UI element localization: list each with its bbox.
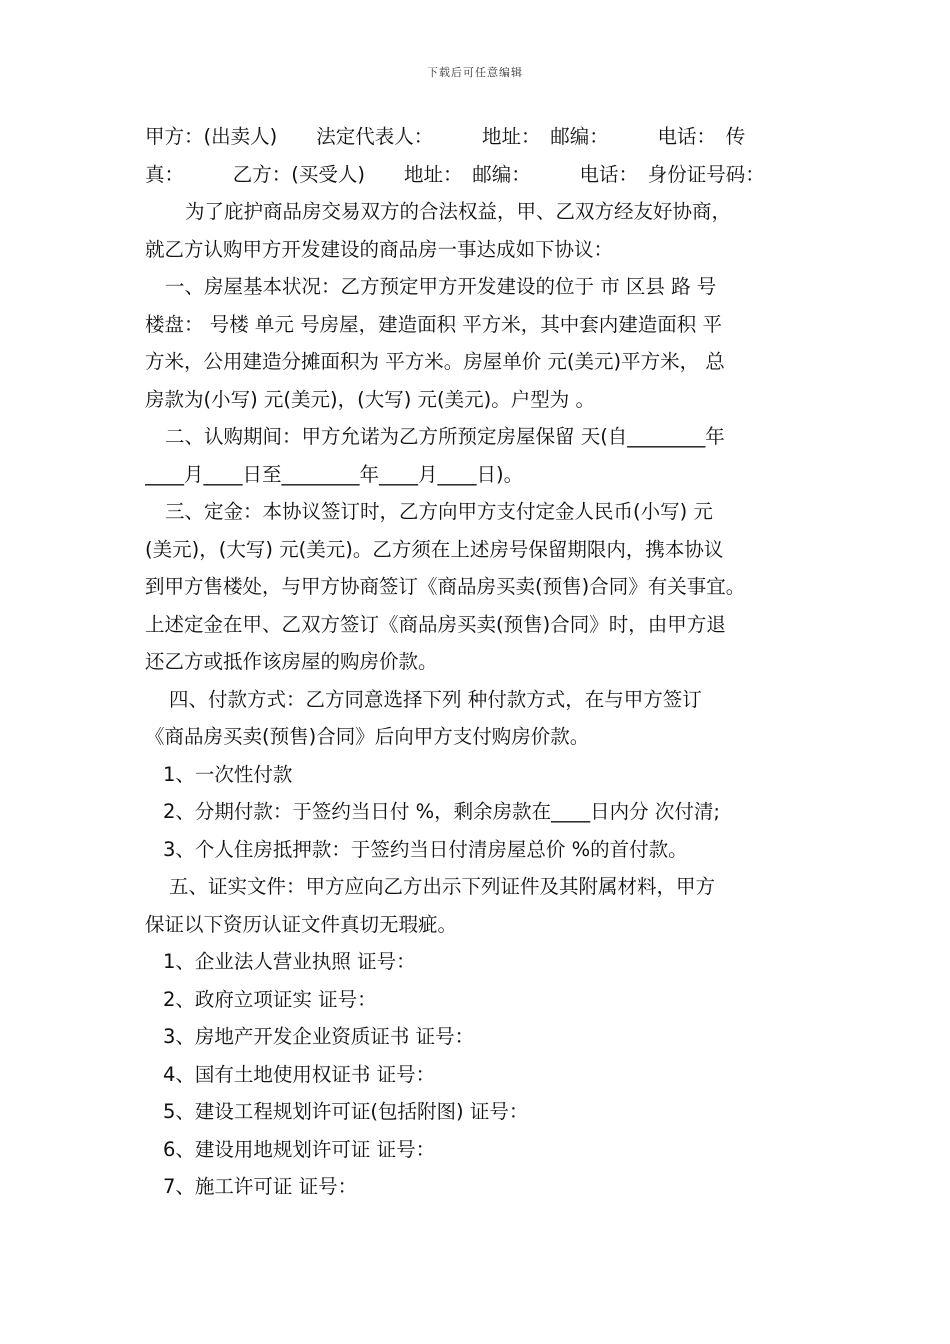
text-line: 3、个人住房抵押款：于签约当日付清房屋总价 %的首付款。 <box>163 837 688 861</box>
text-line: (美元)，(大写) 元(美元)。乙方须在上述房号保留期限内，携本协议 <box>145 537 724 561</box>
text-line: 五、证实文件：甲方应向乙方出示下列证件及其附属材料，甲方 <box>169 875 716 898</box>
text-line: 三、定金：本协议签订时，乙方向甲方支付定金人民币(小写) 元 <box>165 500 713 523</box>
text-line: 还乙方或抵作该房屋的购房价款。 <box>145 650 438 673</box>
text-line: 楼盘： 号楼 单元 号房屋，建造面积 平方米，其中套内建造面积 平 <box>145 312 722 336</box>
text-line: 甲方：(出卖人) 法定代表人： 地址： 邮编： 电话： 传 <box>145 125 746 148</box>
text-line: 到甲方售楼处，与甲方协商签订《商品房买卖(预售)合同》有关事宜。 <box>145 575 746 598</box>
text-line: 就乙方认购甲方开发建设的商品房一事达成如下协议： <box>145 237 614 261</box>
text-line: 房款为(小写) 元(美元)，(大写) 元(美元)。户型为 。 <box>145 387 595 411</box>
text-line: 3、房地产开发企业资质证书 证号： <box>163 1025 475 1048</box>
text-line: 1、一次性付款 <box>163 762 293 786</box>
text-line: 为了庇护商品房交易双方的合法权益，甲、乙双方经友好协商， <box>185 200 732 223</box>
text-line: 4、国有土地使用权证书 证号： <box>163 1062 436 1086</box>
text-line: 四、付款方式：乙方同意选择下列 种付款方式，在与甲方签订 <box>169 687 702 711</box>
contract-body <box>145 118 810 1206</box>
text-line: 7、施工许可证 证号： <box>163 1175 358 1198</box>
text-line: 2、政府立项证实 证号： <box>163 987 377 1011</box>
text-line: 1、企业法人营业执照 证号： <box>163 950 416 973</box>
text-line: 6、建设用地规划许可证 证号： <box>163 1137 436 1161</box>
text-line: 上述定金在甲、乙双方签订《商品房买卖(预售)合同》时，由甲方退 <box>145 612 726 636</box>
text-line: 保证以下资历认证文件真切无瑕疵。 <box>145 912 458 936</box>
text-line: 真： 乙方：(买受人) 地址： 邮编： 电话： 身份证号码： <box>145 162 765 186</box>
text-line: 方米，公用建造分摊面积为 平方米。房屋单价 元(美元)平方米， 总 <box>145 350 725 373</box>
text-line: 5、建设工程规划许可证(包括附图) 证号： <box>163 1100 529 1123</box>
text-line: 一、房屋基本状况：乙方预定甲方开发建设的位于 市 区县 路 号 <box>165 275 717 298</box>
text-line: ____月____日至________年____月____日)。 <box>145 462 524 486</box>
text-line: 《商品房买卖(预售)合同》后向甲方支付购房价款。 <box>145 725 590 748</box>
page-header-note: 下载后可任意编辑 <box>427 66 523 79</box>
text-line: 二、认购期间：甲方允诺为乙方所预定房屋保留 天(自________年 <box>165 425 725 448</box>
text-line: 2、分期付款：于签约当日付 %，剩余房款在____日内分 次付清; <box>163 800 720 823</box>
